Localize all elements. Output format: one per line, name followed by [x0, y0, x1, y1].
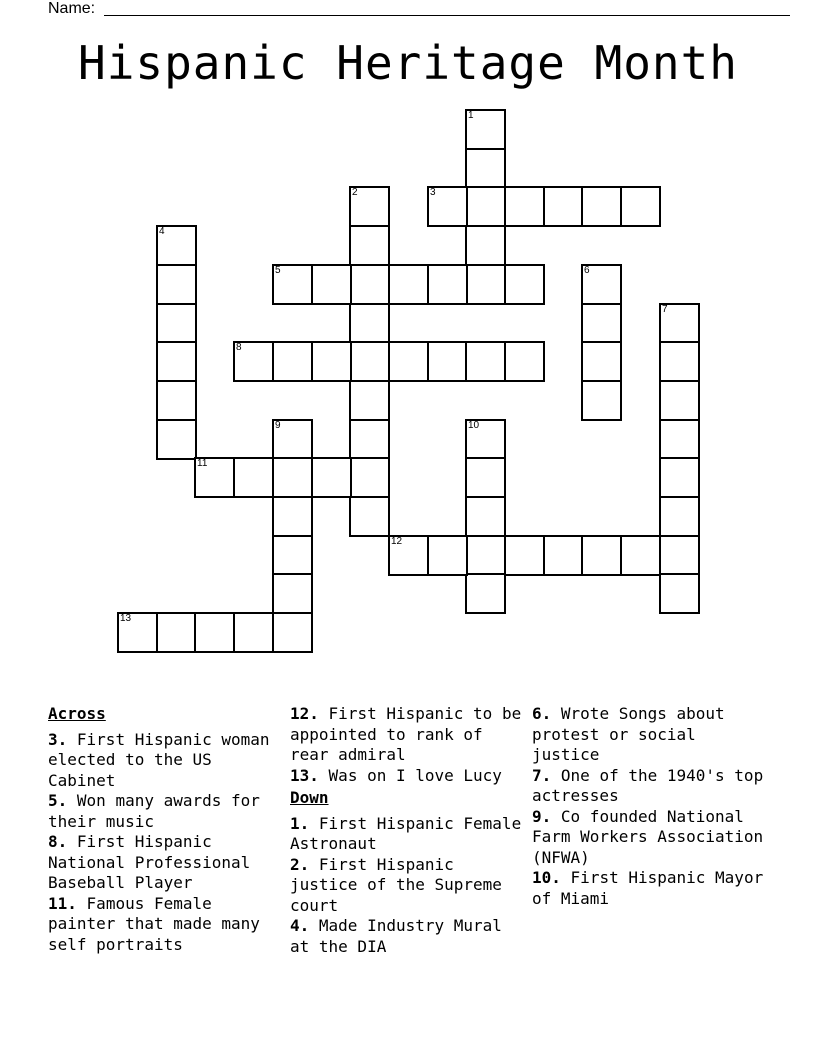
crossword-cell[interactable]	[349, 457, 390, 498]
crossword-cell[interactable]	[272, 419, 313, 460]
clue-number: 3.	[48, 729, 68, 749]
crossword-cell[interactable]	[581, 303, 622, 344]
clue-down-9	[532, 807, 768, 869]
crossword-cell[interactable]	[156, 264, 197, 305]
crossword-cell[interactable]	[427, 264, 468, 305]
clue-text: Famous Female painter that made many self portraits	[48, 893, 260, 954]
clue-down-10	[532, 868, 768, 909]
crossword-cell[interactable]	[349, 341, 390, 382]
cell-number: 4	[159, 226, 165, 237]
clue-number: 6.	[532, 704, 552, 723]
crossword-cell[interactable]	[659, 535, 700, 576]
cell-number: 8	[236, 342, 242, 353]
clue-number: 1.	[290, 813, 310, 833]
crossword-cell[interactable]	[311, 341, 352, 382]
crossword-cell[interactable]	[349, 419, 390, 460]
clue-text: First Hispanic Mayor of Miami	[532, 868, 764, 908]
crossword-cell[interactable]	[272, 535, 313, 576]
clue-text: First Hispanic woman elected to the US Cabinet	[48, 729, 270, 790]
cell-number: 6	[584, 265, 590, 276]
crossword-cell[interactable]	[194, 457, 235, 498]
clue-number: 7.	[532, 765, 552, 785]
clue-across-13	[290, 766, 526, 787]
cell-number: 2	[352, 187, 358, 198]
clue-text: Won many awards for their music	[48, 791, 260, 831]
crossword-cell[interactable]	[156, 341, 197, 382]
cell-number: 10	[468, 420, 480, 431]
crossword-cell[interactable]	[272, 264, 313, 305]
crossword-cell[interactable]	[272, 612, 313, 653]
crossword-cell[interactable]	[581, 380, 622, 421]
crossword-cell[interactable]	[117, 612, 158, 653]
crossword-cell[interactable]	[659, 303, 700, 344]
clue-text: First Hispanic to be appointed to rank of rear admiral	[290, 704, 522, 764]
clue-down-2	[290, 855, 526, 917]
crossword-cell[interactable]	[311, 457, 352, 498]
crossword-cell[interactable]	[465, 341, 506, 382]
cell-number: 7	[662, 304, 668, 315]
crossword-cell[interactable]	[272, 341, 313, 382]
crossword-cell[interactable]	[543, 186, 584, 227]
cell-number: 1	[468, 110, 474, 121]
clues-column-2	[290, 704, 526, 957]
clue-number: 8.	[48, 832, 68, 851]
crossword-cell[interactable]	[349, 380, 390, 421]
clues-column-3	[532, 704, 768, 909]
crossword-cell[interactable]	[659, 380, 700, 421]
crossword-cell[interactable]	[659, 496, 700, 537]
clue-text: Was on I love Lucy	[328, 765, 502, 785]
clue-text: Co founded National Farm Workers Association (NFWA)	[532, 806, 764, 867]
crossword-cell[interactable]	[465, 535, 506, 576]
crossword-cell[interactable]	[543, 535, 584, 576]
clue-number: 11.	[48, 893, 77, 913]
clue-text: Made Industry Mural at the DIA	[290, 916, 502, 956]
cell-number: 12	[391, 536, 403, 547]
crossword-cell[interactable]	[388, 264, 429, 305]
clue-number: 5.	[48, 791, 68, 810]
clue-number: 10.	[532, 868, 561, 887]
crossword-cell[interactable]	[311, 264, 352, 305]
crossword-cell[interactable]	[272, 573, 313, 614]
crossword-cell[interactable]	[233, 457, 274, 498]
clue-down-1	[290, 814, 526, 855]
crossword-cell[interactable]	[156, 612, 197, 653]
crossword-cell[interactable]	[427, 341, 468, 382]
clue-number: 9.	[532, 806, 552, 826]
crossword-cell[interactable]	[620, 186, 661, 227]
name-label: Name:	[48, 0, 96, 17]
crossword-cell[interactable]	[465, 148, 506, 189]
crossword-cell[interactable]	[272, 496, 313, 537]
clue-text: First Hispanic justice of the Supreme court	[290, 854, 502, 915]
crossword-cell[interactable]	[349, 186, 390, 227]
clue-text: Wrote Songs about protest or social justice	[532, 704, 725, 764]
crossword-cell[interactable]	[465, 225, 506, 266]
down-heading: Down	[290, 788, 329, 807]
clue-number: 4.	[290, 916, 310, 935]
clue-text: One of the 1940's top actresses	[532, 765, 764, 805]
crossword-cell[interactable]	[272, 457, 313, 498]
crossword-cell[interactable]	[504, 264, 545, 305]
clue-across-3	[48, 730, 284, 792]
across-heading: Across	[48, 704, 106, 723]
crossword-cell[interactable]	[465, 457, 506, 498]
crossword-cell[interactable]	[504, 341, 545, 382]
crossword-cell[interactable]	[194, 612, 235, 653]
clue-across-12	[290, 704, 526, 766]
crossword-cell[interactable]	[465, 496, 506, 537]
cell-number: 5	[275, 265, 281, 276]
crossword-cell[interactable]	[349, 225, 390, 266]
crossword-cell[interactable]	[659, 341, 700, 382]
crossword-cell[interactable]	[349, 496, 390, 537]
crossword-cell[interactable]	[388, 341, 429, 382]
clue-across-8	[48, 832, 284, 894]
clue-across-11	[48, 894, 284, 956]
clue-number: 13.	[290, 765, 319, 785]
crossword-cell[interactable]	[465, 264, 506, 305]
clue-down-7	[532, 766, 768, 807]
clues-column-1	[48, 704, 284, 955]
cell-number: 13	[120, 613, 132, 624]
crossword-cell[interactable]	[581, 264, 622, 305]
crossword-cell[interactable]	[659, 573, 700, 614]
crossword-cell[interactable]	[233, 341, 274, 382]
crossword-cell[interactable]	[156, 303, 197, 344]
clue-across-5	[48, 791, 284, 832]
crossword-cell[interactable]	[156, 380, 197, 421]
crossword-cell[interactable]	[427, 186, 468, 227]
crossword-cell[interactable]	[156, 225, 197, 266]
clue-text: First Hispanic Female Astronaut	[290, 813, 522, 853]
clue-down-4	[290, 916, 526, 957]
crossword-cell[interactable]	[581, 341, 622, 382]
crossword-cell[interactable]	[465, 186, 506, 227]
crossword-cell[interactable]	[349, 264, 390, 305]
cell-number: 9	[275, 420, 281, 431]
crossword-cell[interactable]	[388, 535, 429, 576]
clue-number: 12.	[290, 704, 319, 723]
clue-text: First Hispanic National Professional Baseball Player	[48, 832, 251, 892]
crossword-cell[interactable]	[659, 419, 700, 460]
crossword-cell[interactable]	[504, 186, 545, 227]
crossword-cell[interactable]	[465, 109, 506, 150]
crossword-cell[interactable]	[581, 186, 622, 227]
cell-number: 11	[197, 458, 208, 469]
crossword-cell[interactable]	[581, 535, 622, 576]
crossword-cell[interactable]	[659, 457, 700, 498]
clue-down-6	[532, 704, 768, 766]
page-title: Hispanic Heritage Month	[78, 36, 738, 90]
crossword-cell[interactable]	[427, 535, 468, 576]
crossword-cell[interactable]	[349, 303, 390, 344]
crossword-cell[interactable]	[465, 419, 506, 460]
crossword-cell[interactable]	[465, 573, 506, 614]
crossword-cell[interactable]	[620, 535, 661, 576]
crossword-cell[interactable]	[233, 612, 274, 653]
clue-number: 2.	[290, 854, 310, 874]
cell-number: 3	[430, 187, 436, 198]
crossword-cell[interactable]	[504, 535, 545, 576]
crossword-cell[interactable]	[156, 419, 197, 460]
